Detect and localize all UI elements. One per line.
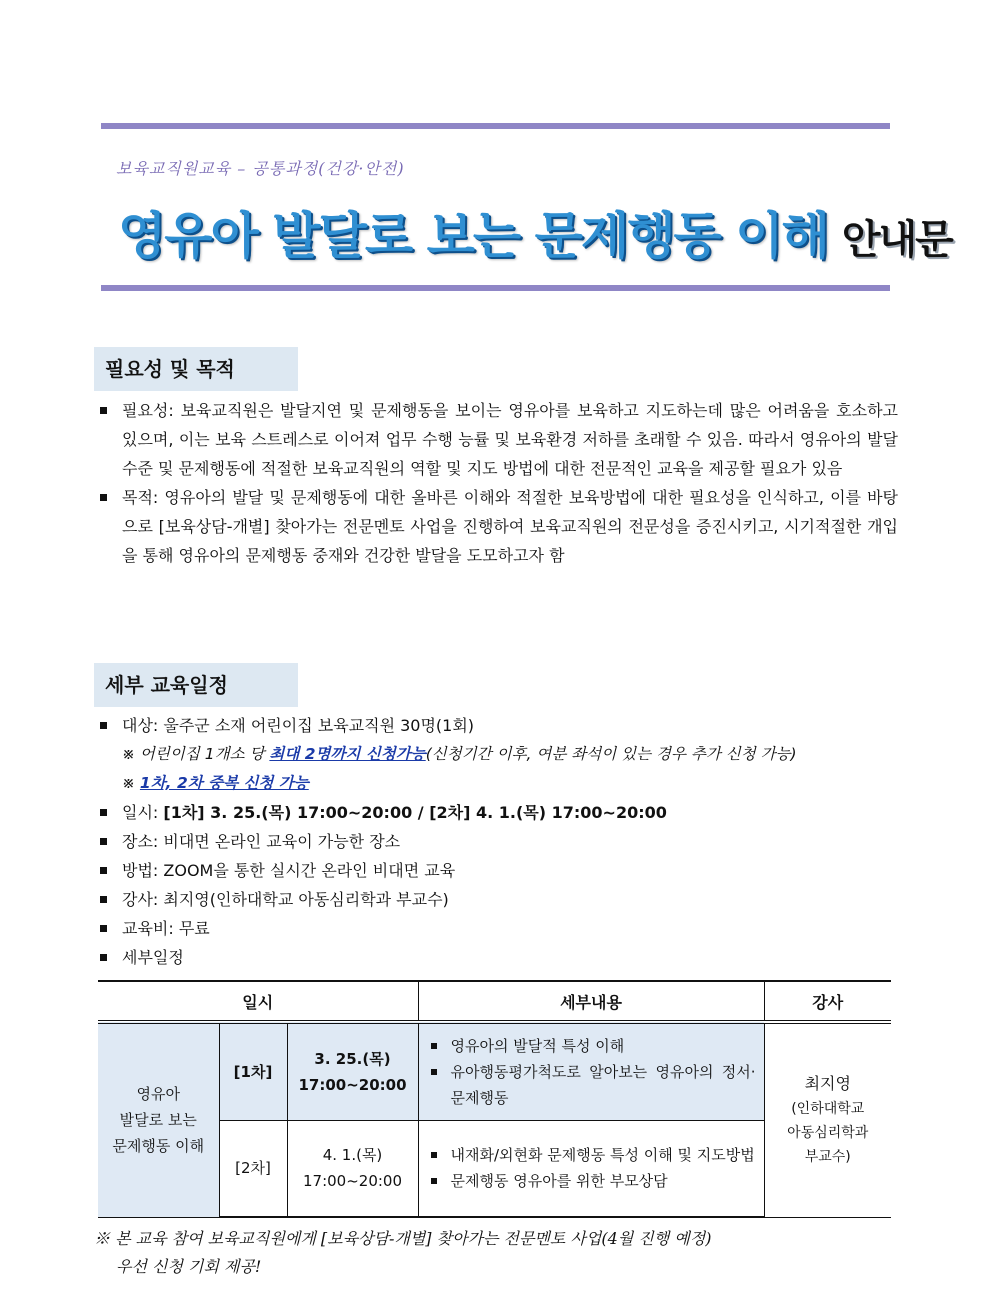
footer-note: ※ 본 교육 참여 보육교직원에게 [보육상담-개별] 찾아가는 전문멘토 사업(4월 진행 예정) 우선 신청 기회 제공! (94, 1229, 712, 1276)
datetime-cell: 4. 1.(목) 17:00~20:00 (287, 1120, 418, 1217)
schedule-table (98, 980, 891, 1218)
content-cell: 내재화/외현화 문제행동 특성 이해 및 지도방법 문제행동 영유아를 위한 부모상담 (418, 1120, 764, 1217)
page-title-main: 영유아 발달로 보는 문제행동 이해 (118, 207, 828, 265)
bullet-square-icon (431, 1043, 437, 1049)
schedule-list (96, 711, 898, 972)
detail-item: 세부일정 (96, 943, 898, 972)
note-duplicate: ※ 1차, 2차 중복 신청 가능 (122, 774, 309, 792)
lecturer-item: 강사: 최지영(인하대학교 아동심리학과 부교수) (96, 885, 898, 914)
lecturer-cell: 최지영 (인하대학교 아동심리학과 부교수) (764, 1022, 891, 1217)
bullet-square-icon (100, 925, 107, 932)
table-header-content: 세부내용 (418, 981, 764, 1022)
course-subtitle: 보육교직원교육 – 공통과정(건강·안전) (116, 159, 405, 178)
bullet-square-icon (100, 722, 107, 729)
course-name-cell: 영유아 발달로 보는 문제행동 이해 (98, 1022, 219, 1217)
bullet-square-icon (100, 954, 107, 961)
round-cell: [1차] (219, 1022, 287, 1120)
bullet-square-icon (100, 494, 107, 501)
table-header-date: 일시 (98, 981, 418, 1022)
content-cell: 영유아의 발달적 특성 이해 유아행동평가척도로 알아보는 영유아의 정서·문제행동 (418, 1022, 764, 1120)
bullet-square-icon (100, 809, 107, 816)
method-item: 방법: ZOOM을 통한 실시간 온라인 비대면 교육 (96, 856, 898, 885)
header-top-rule (101, 123, 890, 129)
page-title (118, 196, 952, 268)
date-item: 일시: [1차] 3. 25.(목) 17:00~20:00 / [2차] 4. 1.(목) 17:00~20:00 (96, 798, 898, 827)
table-header-row (98, 981, 891, 1022)
bullet-square-icon (431, 1069, 437, 1075)
bullet-square-icon (431, 1152, 437, 1158)
bullet-square-icon (100, 838, 107, 845)
page-title-suffix: 안내문 (841, 217, 952, 263)
list-item: 목적: 영유아의 발달 및 문제행동에 대한 올바른 이해와 적절한 보육방법에 대한 필요성을 인식하고, 이를 바탕으로 [보육상담-개별] 찾아가는 전문멘토 사업을 진행하여 보육교직원의 전문성을 증진시키고, 시기적절한 개입을 통해 영유아의 문제행동 중재와 건강한 발달을 도모하고자 함 (96, 483, 898, 570)
note-capacity-emphasis: 최대 2명까지 신청가능 (269, 745, 426, 763)
round-cell: [2차] (219, 1120, 287, 1217)
section-heading-schedule: 세부 교육일정 (94, 663, 298, 707)
target-item: 대상: 울주군 소재 어린이집 보육교직원 30명(1회) (96, 711, 898, 740)
datetime-cell: 3. 25.(목) 17:00~20:00 (287, 1022, 418, 1120)
bullet-square-icon (100, 407, 107, 414)
note-duplicate-emphasis: 1차, 2차 중복 신청 가능 (139, 774, 309, 792)
fee-item: 교육비: 무료 (96, 914, 898, 943)
header-bottom-rule (101, 285, 890, 291)
place-item: 장소: 비대면 온라인 교육이 가능한 장소 (96, 827, 898, 856)
bullet-square-icon (431, 1178, 437, 1184)
bullet-square-icon (100, 896, 107, 903)
table-header-lecturer: 강사 (764, 981, 891, 1022)
table-row (98, 1022, 891, 1120)
section-heading-purpose: 필요성 및 목적 (94, 347, 298, 391)
bullet-square-icon (100, 867, 107, 874)
list-item: 필요성: 보육교직원은 발달지연 및 문제행동을 보이는 영유아를 보육하고 지도하는데 많은 어려움을 호소하고 있으며, 이는 보육 스트레스로 이어져 업무 수행 능률 및 보육환경 저하를 초래할 수 있음. 따라서 영유아의 발달수준 및 문제행동에 적절한 보육교직원의 역할 및 지도 방법에 대한 전문적인 교육을 제공할 필요가 있음 (96, 396, 898, 483)
purpose-list (96, 396, 898, 570)
note-capacity: ※ 어린이집 1개소 당 최대 2명까지 신청가능(신청기간 이후, 여분 좌석이 있는 경우 추가 신청 가능) (122, 745, 797, 763)
